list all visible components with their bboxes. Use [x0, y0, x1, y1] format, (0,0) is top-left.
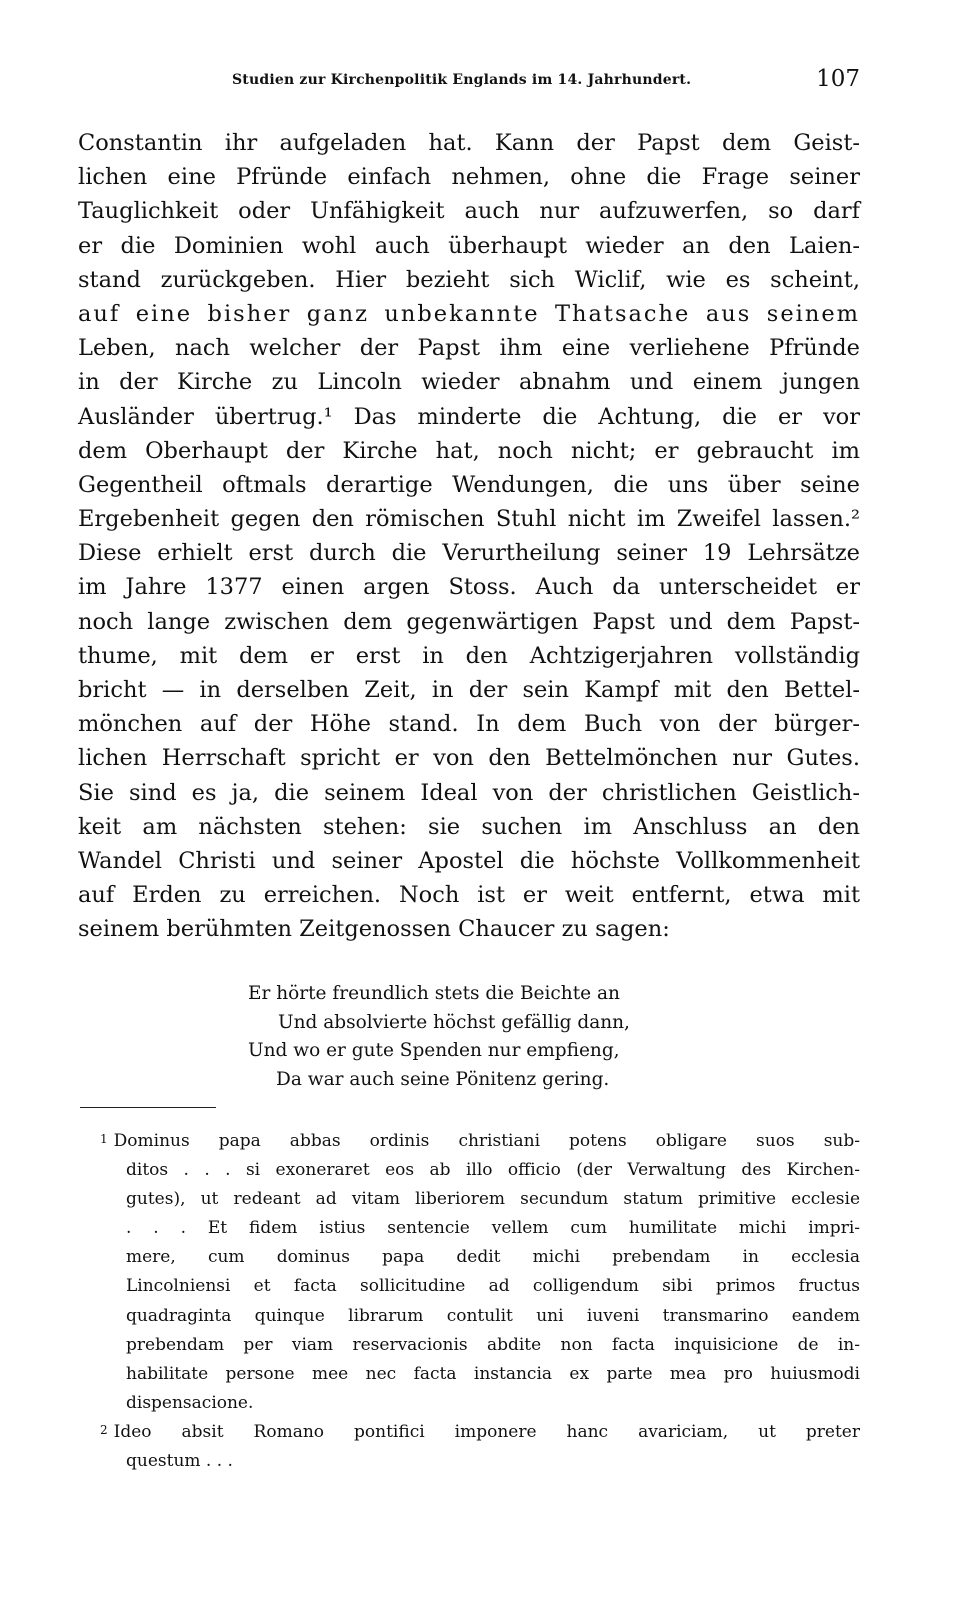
footnote-1-line: . . . Et fidem istius sentencie vellem cum humilitate michi impri-	[126, 1218, 860, 1239]
body-line: Constantin ihr aufgeladen hat. Kann der Papst dem Geist-	[78, 130, 860, 156]
footnote-1-line: habilitate persone mee nec facta instancia ex parte mea pro huiusmodi	[126, 1363, 860, 1384]
body-line: in der Kirche zu Lincoln wieder abnahm und einem jungen	[78, 369, 860, 396]
body-line: Diese erhielt erst durch die Verurtheilung seiner 19 Lehrsätze	[78, 540, 860, 567]
body-line: noch lange zwischen dem gegenwärtigen Papst und dem Papst-	[78, 608, 860, 635]
poem-line: Und wo er gute Spenden nur empfieng,	[248, 1040, 620, 1061]
footnote-1-line: quadraginta quinque librarum contulit uni iuveni transmarino eandem	[126, 1305, 860, 1326]
footnote-2-line	[100, 1418, 860, 1447]
body-text	[78, 126, 860, 947]
footnote-1-mark: 1	[100, 1132, 108, 1146]
poem-line: Da war auch seine Pönitenz gering.	[276, 1068, 610, 1090]
body-line: mönchen auf der Höhe stand. In dem Buch von der bürger-	[78, 711, 860, 738]
body-line: Ergebenheit gegen den römischen Stuhl nicht im Zweifel lassen.²	[78, 506, 860, 533]
body-line: lichen eine Pfründe einfach nehmen, ohne die Frage seiner	[78, 164, 860, 191]
body-line: bricht — in derselben Zeit, in der sein Kampf mit den Bettel-	[78, 677, 860, 703]
running-head	[150, 66, 860, 96]
footnote-1-line: gutes), ut redeant ad vitam liberiorem secundum statum primitive ecclesie	[126, 1189, 860, 1210]
footnote-divider	[80, 1107, 216, 1108]
body-line: stand zurückgeben. Hier bezieht sich Wiclif, wie es scheint,	[78, 266, 860, 293]
body-line: Ausländer übertrug.¹ Das minderte die Achtung, die er vor	[78, 403, 860, 430]
footnote-1-line: ditos . . . si exoneraret eos ab illo officio (der Verwaltung des Kirchen-	[126, 1160, 860, 1181]
body-line: auf eine bisher ganz unbekannte Thatsache aus seinem	[78, 300, 860, 327]
body-line: Sie sind es ja, die seinem Ideal von der christlichen Geistlich-	[78, 779, 860, 806]
poem-quote	[248, 980, 708, 1094]
footnote-1-line: prebendam per viam reservacionis abdite non facta inquisicione de in-	[126, 1334, 860, 1355]
footnote-2-text: Ideo absit Romano pontifici imponere hanc avariciam, ut preter	[113, 1421, 860, 1442]
footnote-1-line: mere, cum dominus papa dedit michi prebendam in ecclesia	[126, 1247, 860, 1268]
footnote-1-text: Dominus papa abbas ordinis christiani potens obligare suos sub-	[113, 1131, 860, 1151]
body-line: Gegentheil oftmals derartige Wendungen, die uns über seine	[78, 471, 860, 498]
body-line: auf Erden zu erreichen. Noch ist er weit entfernt, etwa mit	[78, 882, 860, 909]
body-line: thume, mit dem er erst in den Achtzigerjahren vollständig	[78, 642, 860, 669]
footnote-1-line: Lincolniensi et facta sollicitudine ad colligendum sibi primos fructus	[126, 1276, 860, 1297]
body-line: Tauglichkeit oder Unfähigkeit auch nur aufzuwerfen, so darf	[78, 198, 860, 225]
footnote-2-line: questum . . .	[126, 1451, 233, 1472]
body-line: dem Oberhaupt der Kirche hat, noch nicht; er gebraucht im	[78, 437, 860, 464]
poem-line: Er hörte freundlich stets die Beichte an	[248, 983, 620, 1004]
body-line: im Jahre 1377 einen argen Stoss. Auch da unterscheidet er	[78, 574, 860, 601]
body-line: Wandel Christi und seiner Apostel die höchste Vollkommenheit	[78, 847, 860, 874]
page-number: 107	[816, 66, 860, 92]
poem-line: Und absolvierte höchst gefällig dann,	[278, 1011, 630, 1033]
body-line: lichen Herrschaft spricht er von den Bettelmönchen nur Gutes.	[78, 745, 860, 772]
body-line: keit am nächsten stehen: sie suchen im Anschluss an den	[78, 813, 860, 840]
footnotes	[100, 1127, 860, 1476]
running-title: Studien zur Kirchenpolitik Englands im 14. Jahrhundert.	[232, 72, 692, 88]
body-line: er die Dominien wohl auch überhaupt wieder an den Laien-	[78, 232, 860, 259]
footnote-2-mark: 2	[100, 1422, 108, 1437]
body-line: seinem berühmten Zeitgenossen Chaucer zu sagen:	[78, 916, 670, 943]
footnote-1-line	[100, 1127, 860, 1156]
body-line: Leben, nach welcher der Papst ihm eine verliehene Pfründe	[78, 335, 860, 362]
footnote-1-line: dispensacione.	[126, 1392, 254, 1413]
